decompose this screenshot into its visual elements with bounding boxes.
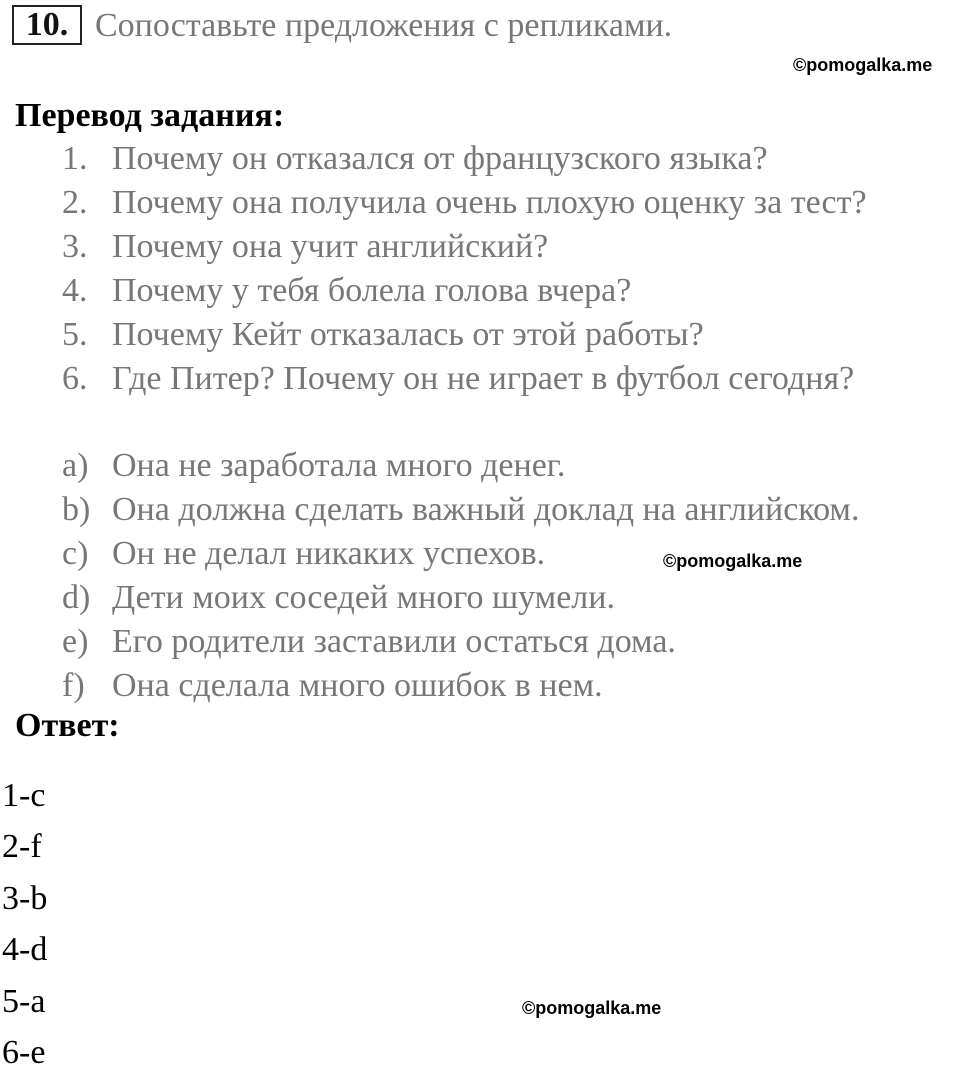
- answer-heading: Ответ:: [15, 707, 120, 744]
- reply-text: Его родители заставили остаться дома.: [112, 623, 676, 660]
- reply-text: Она должна сделать важный доклад на английском.: [112, 491, 860, 528]
- reply-item: [62, 576, 859, 620]
- answer-item: 6-e: [2, 1033, 46, 1071]
- answer-item: 3-b: [2, 879, 48, 917]
- question-number: 4.: [62, 272, 88, 309]
- question-text: Почему она учит английский?: [112, 228, 549, 265]
- reply-letter: d): [62, 579, 91, 616]
- translation-heading: Перевод задания:: [15, 97, 285, 134]
- question-number: 6.: [62, 360, 88, 397]
- question-item: [62, 181, 867, 225]
- watermark: ©pomogalka.me: [663, 551, 803, 571]
- watermark: ©pomogalka.me: [522, 998, 662, 1018]
- questions-list: [62, 137, 867, 401]
- reply-letter: c): [62, 535, 89, 572]
- question-number: 1.: [62, 140, 88, 177]
- question-item: [62, 357, 867, 401]
- question-item: [62, 137, 867, 181]
- answer-item: 2-f: [2, 828, 42, 866]
- reply-letter: b): [62, 491, 91, 528]
- question-text: Почему у тебя болела голова вчера?: [112, 272, 632, 309]
- answer-item: 5-a: [2, 982, 46, 1020]
- answers-list: [2, 770, 47, 1078]
- question-number: 5.: [62, 316, 88, 353]
- answer-item: 4-d: [2, 931, 48, 969]
- question-text: Почему Кейт отказалась от этой работы?: [112, 316, 704, 353]
- reply-item: [62, 488, 859, 532]
- replies-list: [62, 444, 859, 708]
- question-number: 2.: [62, 184, 88, 221]
- question-item: [62, 313, 867, 357]
- question-number: 3.: [62, 228, 88, 265]
- task-number: 10.: [12, 5, 82, 45]
- question-text: Почему она получила очень плохую оценку за тест?: [112, 184, 867, 221]
- question-item: [62, 225, 867, 269]
- reply-text: Дети моих соседей много шумели.: [112, 579, 615, 616]
- reply-letter: e): [62, 623, 89, 660]
- reply-item: [62, 664, 859, 708]
- reply-letter: a): [62, 447, 89, 484]
- reply-text: Она сделала много ошибок в нем.: [112, 667, 603, 704]
- reply-item: [62, 620, 859, 664]
- watermark: ©pomogalka.me: [793, 55, 933, 75]
- question-item: [62, 269, 867, 313]
- task-title: Сопоставьте предложения с репликами.: [95, 7, 673, 44]
- reply-text: Он не делал никаких успехов.: [112, 535, 546, 572]
- reply-text: Она не заработала много денег.: [112, 447, 566, 484]
- question-text: Где Питер? Почему он не играет в футбол сегодня?: [112, 360, 855, 397]
- question-text: Почему он отказался от французского языка?: [112, 140, 768, 177]
- answer-item: 1-c: [2, 777, 46, 814]
- reply-item: [62, 444, 859, 488]
- reply-letter: f): [62, 667, 85, 704]
